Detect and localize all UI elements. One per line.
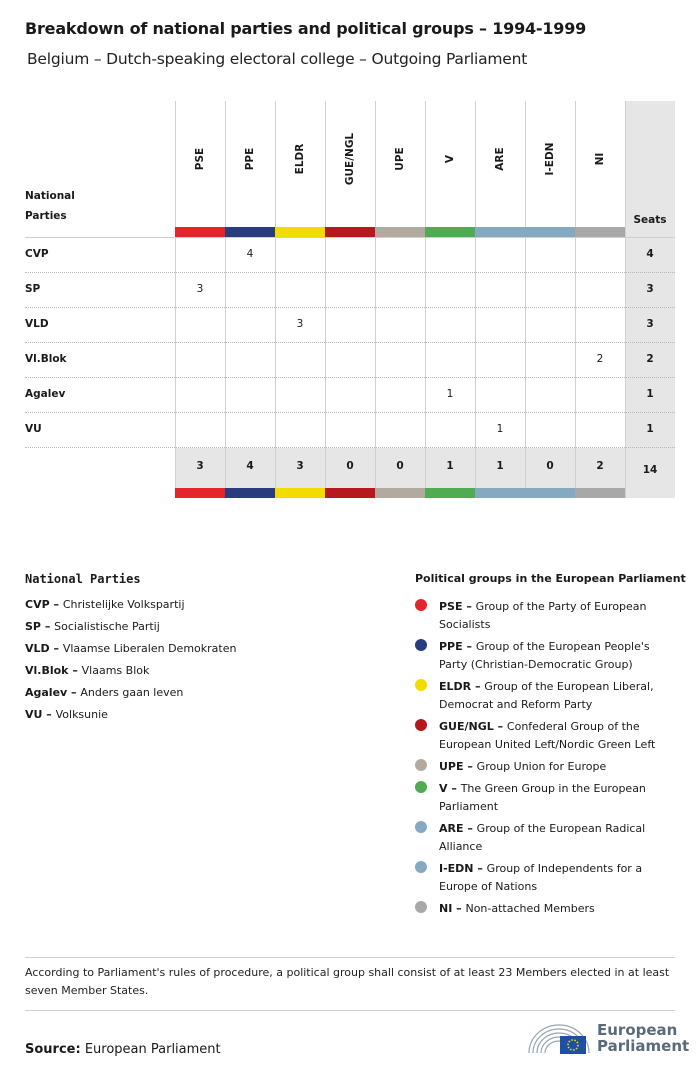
group-color-bar (575, 227, 625, 237)
european-parliament-logo (527, 1019, 690, 1059)
column-header (425, 101, 475, 227)
seat-value: 4 (246, 248, 254, 260)
political-group-description (439, 678, 679, 714)
seat-value: 1 (496, 423, 504, 435)
grand-total: 14 (642, 464, 658, 476)
political-group-description (439, 758, 679, 776)
column-header-label: PPE (244, 147, 256, 171)
group-color-bar (425, 227, 475, 237)
political-group-name: Group of Independents for a Europe of Nations (439, 862, 643, 893)
logo-wordmark (597, 1022, 689, 1054)
national-party-abbr: CVP – (25, 598, 63, 611)
national-party-name: Christelijke Volkspartij (62, 598, 185, 611)
column-total: 0 (546, 460, 554, 472)
national-party-legend-item (25, 686, 183, 699)
national-party-abbr: VLD – (25, 642, 63, 655)
row-separator (25, 307, 675, 308)
column-total: 0 (346, 460, 354, 472)
column-header (175, 101, 225, 227)
national-party-abbr: SP – (25, 620, 55, 633)
national-party-name: Vlaams Blok (81, 664, 150, 677)
national-party-legend-item (25, 708, 108, 721)
column-divider (625, 101, 626, 498)
national-party-legend-item (25, 620, 160, 633)
political-group-description (439, 900, 679, 918)
political-group-abbr: ARE – (439, 822, 477, 835)
group-color-bar (325, 488, 375, 498)
national-party-legend-item (25, 642, 236, 655)
group-color-bar (475, 227, 525, 237)
header-separator (25, 237, 675, 238)
party-row-label: SP (25, 283, 41, 295)
column-total: 3 (296, 460, 304, 472)
column-total: 4 (246, 460, 254, 472)
chart-title: Breakdown of national parties and political groups – 1994-1999 (25, 19, 587, 38)
political-group-name: The Green Group in the European Parliament (439, 782, 646, 813)
seats-column-background (625, 101, 675, 498)
party-row-label: Agalev (25, 388, 66, 400)
group-color-bar (175, 227, 225, 237)
group-color-bar (325, 227, 375, 237)
group-color-bar (225, 227, 275, 237)
political-group-abbr: PSE – (439, 600, 476, 613)
political-group-name: Group Union for Europe (476, 760, 607, 773)
chart-subtitle: Belgium – Dutch-speaking electoral college – Outgoing Parliament (27, 50, 528, 68)
group-color-bar (275, 488, 325, 498)
political-group-name: Confederal Group of the European United Left/Nordic Green Left (439, 720, 656, 751)
political-group-description (439, 860, 679, 896)
column-header (275, 101, 325, 227)
group-color-dot-icon (415, 639, 427, 651)
group-color-bar (525, 227, 575, 237)
row-seat-total: 2 (646, 353, 654, 365)
political-group-name: Group of the European Liberal, Democrat and Reform Party (439, 680, 654, 711)
logo-line-2: Parliament (597, 1037, 690, 1055)
seat-value: 3 (196, 283, 204, 295)
national-party-abbr: VU – (25, 708, 56, 721)
political-group-description (439, 718, 679, 754)
row-separator (25, 342, 675, 343)
column-header-label: ARE (494, 147, 506, 171)
party-row-label: CVP (25, 248, 49, 260)
political-group-abbr: V – (439, 782, 461, 795)
political-groups-legend-title: Political groups in the European Parliament (415, 572, 686, 585)
national-party-name: Vlaamse Liberalen Demokraten (62, 642, 237, 655)
column-header (375, 101, 425, 227)
row-seat-total: 3 (646, 318, 654, 330)
political-group-abbr: PPE – (439, 640, 476, 653)
footnote: According to Parliament's rules of procedure, a political group shall consist of at least 23 Members elected in at least seven Member States. (25, 966, 670, 997)
column-total: 2 (596, 460, 604, 472)
national-party-name: Anders gaan leven (80, 686, 184, 699)
column-header-label: GUE/NGL (344, 132, 356, 186)
political-group-name: Non-attached Members (465, 902, 595, 915)
group-color-bar (525, 488, 575, 498)
row-seat-total: 4 (646, 248, 654, 260)
source-line (25, 1042, 221, 1057)
column-header (525, 101, 575, 227)
footer-divider-top (25, 957, 675, 958)
national-party-name: Volksunie (55, 708, 108, 721)
political-group-name: Group of the European People's Party (Christian-Democratic Group) (439, 640, 650, 671)
row-separator (25, 272, 675, 273)
column-header (575, 101, 625, 227)
row-separator (25, 447, 675, 448)
column-header-label: V (444, 154, 456, 164)
column-total: 1 (446, 460, 454, 472)
political-group-description (439, 638, 679, 674)
seat-value: 2 (596, 353, 604, 365)
column-total: 3 (196, 460, 204, 472)
group-color-bar (375, 227, 425, 237)
column-header-label: UPE (394, 147, 406, 171)
national-party-abbr: Vl.Blok – (25, 664, 82, 677)
source-label: Source: (25, 1042, 81, 1057)
political-group-description (439, 820, 679, 856)
group-color-bar (275, 227, 325, 237)
national-parties-header-line2: Parties (25, 210, 67, 222)
group-color-dot-icon (415, 821, 427, 833)
group-color-bar (175, 488, 225, 498)
source-value: European Parliament (84, 1042, 221, 1057)
row-separator (25, 412, 675, 413)
logo-line-1: European (597, 1021, 678, 1039)
political-group-name: Group of the Party of European Socialists (439, 600, 647, 631)
group-color-dot-icon (415, 759, 427, 771)
political-group-description (439, 780, 679, 816)
party-row-label: VU (25, 423, 42, 435)
national-party-name: Socialistische Partij (54, 620, 160, 633)
group-color-bar (425, 488, 475, 498)
group-color-bar (575, 488, 625, 498)
group-color-dot-icon (415, 679, 427, 691)
column-header-label: PSE (194, 147, 206, 171)
seat-value: 1 (446, 388, 454, 400)
row-seat-total: 3 (646, 283, 654, 295)
group-color-dot-icon (415, 861, 427, 873)
row-seat-total: 1 (646, 423, 654, 435)
political-group-abbr: ELDR – (439, 680, 485, 693)
group-color-dot-icon (415, 719, 427, 731)
group-color-dot-icon (415, 901, 427, 913)
group-color-bar (375, 488, 425, 498)
national-parties-header (25, 186, 75, 226)
seat-value: 3 (296, 318, 304, 330)
political-group-name: Group of the European Radical Alliance (439, 822, 646, 853)
parliament-hemicycle-icon (527, 1019, 591, 1059)
political-group-abbr: UPE – (439, 760, 477, 773)
column-header (475, 101, 525, 227)
column-header (325, 101, 375, 227)
column-header-label: ELDR (294, 143, 306, 175)
group-color-dot-icon (415, 781, 427, 793)
row-seat-total: 1 (646, 388, 654, 400)
party-row-label: VLD (25, 318, 49, 330)
breakdown-table (0, 0, 700, 520)
column-header (225, 101, 275, 227)
group-color-dot-icon (415, 599, 427, 611)
national-parties-header-line1: National (25, 190, 75, 202)
row-separator (25, 377, 675, 378)
seats-header: Seats (633, 214, 667, 226)
political-group-description (439, 598, 679, 634)
column-total: 1 (496, 460, 504, 472)
national-party-legend-item (25, 664, 149, 677)
group-color-bar (225, 488, 275, 498)
column-header-label: I-EDN (544, 142, 556, 176)
group-color-bar (475, 488, 525, 498)
national-party-legend-item (25, 598, 185, 611)
political-group-abbr: NI – (439, 902, 466, 915)
political-group-abbr: I-EDN – (439, 862, 487, 875)
national-parties-legend-title: National Parties (25, 572, 141, 586)
column-total: 0 (396, 460, 404, 472)
party-row-label: Vl.Blok (25, 353, 67, 365)
national-party-abbr: Agalev – (25, 686, 81, 699)
footer-divider-bottom (25, 1010, 675, 1011)
column-header-label: NI (594, 152, 606, 166)
political-group-abbr: GUE/NGL – (439, 720, 507, 733)
